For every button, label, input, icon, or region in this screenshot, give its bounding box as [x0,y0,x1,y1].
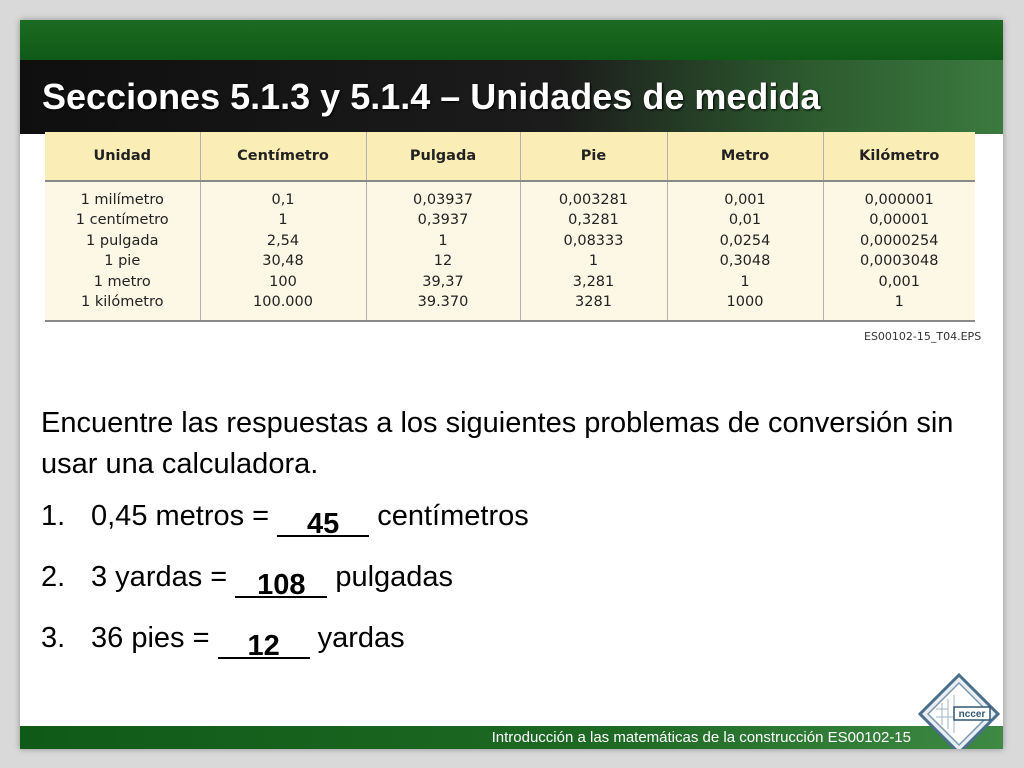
column-centimetro [200,181,366,321]
table-cell: 0,003281 [558,192,629,208]
header-unidad: Unidad [45,132,200,181]
header-pie: Pie [520,132,667,181]
table-cell: 0,3048 [719,253,771,270]
slide-title: Secciones 5.1.3 y 5.1.4 – Unidades de medida [42,76,821,117]
problem-suffix: yardas [309,622,405,654]
table-cell: 0,03937 [413,192,473,208]
problem-prefix: 3 yardas = [91,561,236,593]
footer-text: Introducción a las matemáticas de la construcción ES00102-15 [491,729,911,746]
table-cell: 1 [894,294,904,311]
answer-blank [277,505,369,540]
table-cell: 3281 [575,294,612,311]
table-cell: 0,001 [878,273,920,290]
table-cell: 39,37 [422,273,464,290]
answer-value: 108 [257,569,306,601]
table-cell: 1 [740,273,750,290]
answer-blank [235,566,327,601]
top-green-bar [20,20,1003,60]
figure-source-label: ES00102-15_T04.EPS [864,330,982,343]
column-pulgada [366,181,520,321]
column-kilometro [823,181,975,321]
table-cell: 1 [278,212,288,229]
answer-value: 12 [247,630,280,662]
table-cell: 0,3281 [568,212,619,229]
table-cell: 100.000 [253,294,313,311]
column-pie [520,181,667,321]
table-cell: 1 [588,253,599,270]
slide [20,20,1003,749]
units-table [45,132,975,322]
table-cell: 1 pie [104,253,141,270]
table-header-row [45,132,975,181]
problem-prefix: 36 pies = [91,622,218,654]
table-cell: 1 pulgada [86,232,159,249]
nccer-logo-icon [918,673,1000,749]
problem-number: 3. [41,622,66,654]
table-cell: 0,0000254 [860,232,939,249]
problem-number: 1. [41,500,66,532]
table-cell: 0,1 [271,192,295,208]
problem-prefix: 0,45 metros = [91,500,278,532]
table-cell: 0,0003048 [860,253,939,270]
table-cell: 1 milímetro [80,192,164,208]
answer-blank [218,627,310,662]
header-metro: Metro [667,132,823,181]
units-table-container [45,132,975,322]
problem-item [41,500,529,540]
problem-item [41,561,454,601]
column-unidad [45,181,200,321]
table-cell: 0,3937 [417,212,469,229]
header-kilometro: Kilómetro [823,132,975,181]
table-cell: 30,48 [262,253,304,270]
table-body-row [45,181,975,321]
table-cell: 1 metro [93,273,151,290]
table-cell: 1 kilómetro [81,294,164,311]
table-cell: 1 [438,232,448,249]
problem-suffix: centímetros [369,500,529,532]
table-cell: 0,001 [724,192,766,208]
table-cell: 0,00001 [869,212,930,229]
header-pulgada: Pulgada [366,132,520,181]
table-cell: 39.370 [417,294,469,311]
table-cell: 1000 [726,294,764,311]
problem-suffix: pulgadas [327,561,454,593]
table-cell: 12 [433,253,453,270]
table-cell: 2,54 [266,232,300,249]
answer-value: 45 [307,508,340,540]
column-metro [667,181,823,321]
table-cell: 0,08333 [563,232,624,249]
table-cell: 100 [269,273,297,290]
problem-item [41,622,405,662]
table-cell: 0,0254 [719,232,771,249]
instructions-text: Encuentre las respuestas a los siguientes problemas de conversión sin usar una calculadora. [41,407,954,480]
problem-number: 2. [41,561,66,593]
table-cell: 1 centímetro [75,212,169,229]
table-cell: 3,281 [572,273,615,290]
table-cell: 0,01 [728,212,762,229]
header-centimetro: Centímetro [200,132,366,181]
table-cell: 0,000001 [864,192,934,208]
logo-text: nccer [958,709,986,720]
